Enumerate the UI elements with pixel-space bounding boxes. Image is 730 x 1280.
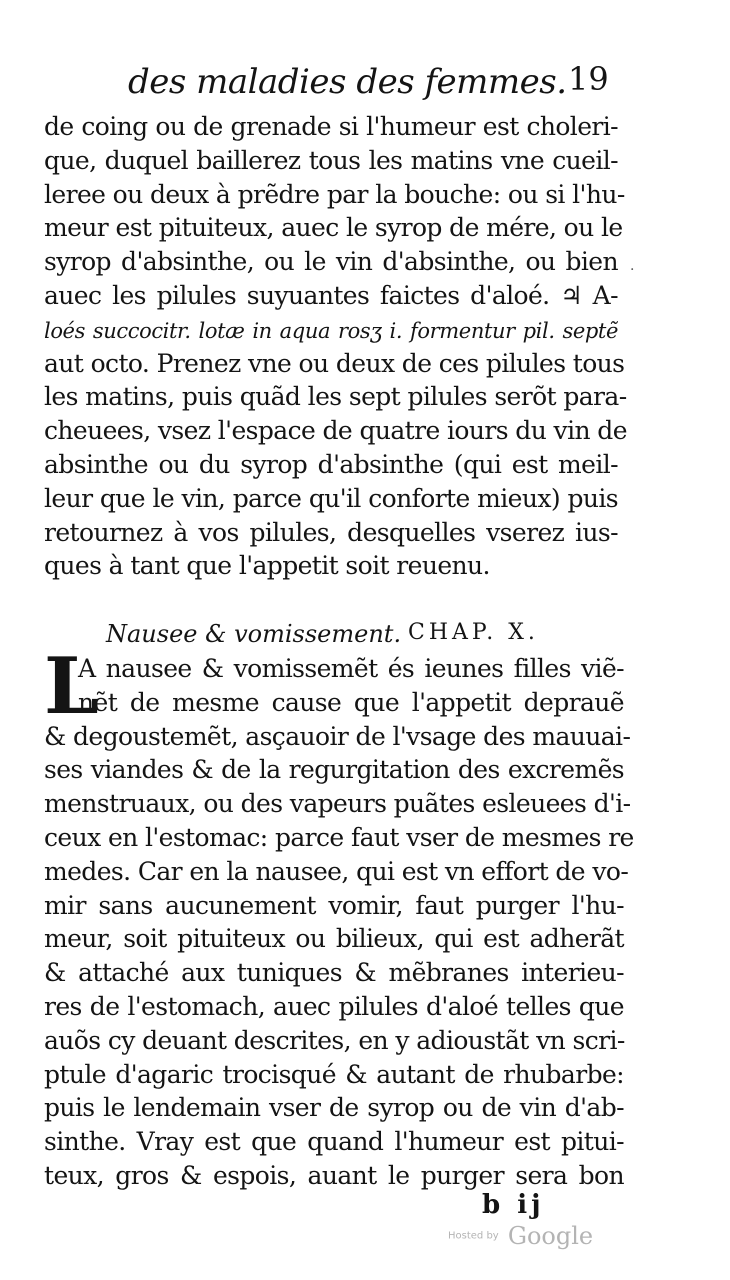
- chapter-heading: [96, 620, 576, 656]
- text-line: de coing ou de grenade si l'humeur est choleri-: [44, 112, 618, 141]
- text-line: les matins, puis quãd les sept pilules serõt para-: [44, 382, 627, 412]
- recipe-text: loés succocitr. lotæ in aqua rosʒ i. formentur pil. septẽ: [44, 318, 618, 343]
- text-line: A nausee & vomissemẽt és ieunes filles viẽ-: [78, 654, 624, 683]
- text-line: absinthe ou du syrop d'absinthe (qui est meil-: [44, 449, 618, 479]
- text-line: leur que le vin, parce qu'il conforte mieux) puis: [44, 483, 618, 513]
- text-line: auõs cy deuant descrites, en y adioustãt vn scri-: [44, 1025, 625, 1055]
- text-line: sinthe. Vray est que quand l'humeur est pitui-: [44, 1127, 624, 1157]
- text-line: res de l'estomach, auec pilules d'aloé telles que: [44, 991, 624, 1021]
- text-line: meur, soit pituiteux ou bilieux, qui est adherãt: [44, 924, 624, 954]
- text-line: nẽt de mesme cause que l'appetit deprauẽ: [78, 687, 624, 717]
- text-line: & degoustemẽt, asçauoir de l'vsage des mauuai-: [44, 721, 631, 751]
- text-line: ques à tant que l'appetit soit reuenu.: [44, 551, 490, 581]
- text-line: puis le lendemain vser de syrop ou de vin d'ab-: [44, 1093, 624, 1123]
- watermark-prefix: Hosted by: [448, 1230, 499, 1242]
- text-line: aut octo. Prenez vne ou deux de ces pilules tous: [44, 348, 625, 378]
- text-line: que, duquel baillerez tous les matins vne cueil-: [44, 145, 618, 175]
- text-line: retournez à vos pilules, desquelles vserez ius-: [44, 517, 618, 547]
- text-line: auec les pilules suyuantes faictes d'aloé. ♃ A-: [44, 280, 618, 310]
- paragraph-continued: [44, 110, 627, 583]
- margin-dot-mark: ·: [630, 262, 635, 278]
- text-line: ceux en l'estomac: parce faut vser de mesmes re: [44, 822, 634, 852]
- chapter-title: Nausee & vomissement.: [106, 620, 402, 648]
- running-title: des maladies des femmes.: [128, 62, 567, 102]
- recipe-line: [44, 313, 618, 347]
- drop-cap: L: [44, 641, 99, 732]
- page-header: [128, 58, 608, 108]
- hosted-by-watermark: [448, 1222, 593, 1250]
- text-line: teux, gros & espois, auant le purger sera bon: [44, 1160, 624, 1190]
- text-line: & attaché aux tuniques & mẽbranes interieu-: [44, 958, 624, 988]
- text-line: medes. Car en la nausee, qui est vn effort de vo-: [44, 856, 629, 886]
- text-line: menstruaux, ou des vapeurs puãtes esleuees d'i-: [44, 789, 631, 819]
- text-line: ptule d'agaric trocisqué & autant de rhubarbe:: [44, 1059, 624, 1089]
- paragraph-chapter-x: [44, 641, 634, 1193]
- text-line: ses viandes & de la regurgitation des excremẽs: [44, 755, 624, 785]
- text-line: cheuees, vsez l'espace de quatre iours du vin de: [44, 416, 627, 446]
- chapter-number: CHAP. X.: [408, 620, 539, 645]
- text-line: syrop d'absinthe, ou le vin d'absinthe, ou bien: [44, 247, 618, 277]
- text-line: leree ou deux à prẽdre par la bouche: ou si l'hu-: [44, 179, 625, 209]
- text-line: mir sans aucunement vomir, faut purger l'hu-: [44, 890, 624, 920]
- signature-mark: b ij: [482, 1190, 545, 1220]
- google-logo: Google: [507, 1222, 594, 1250]
- page-number: 19: [568, 60, 609, 98]
- text-line: meur est pituiteux, auec le syrop de mére, ou le: [44, 213, 623, 243]
